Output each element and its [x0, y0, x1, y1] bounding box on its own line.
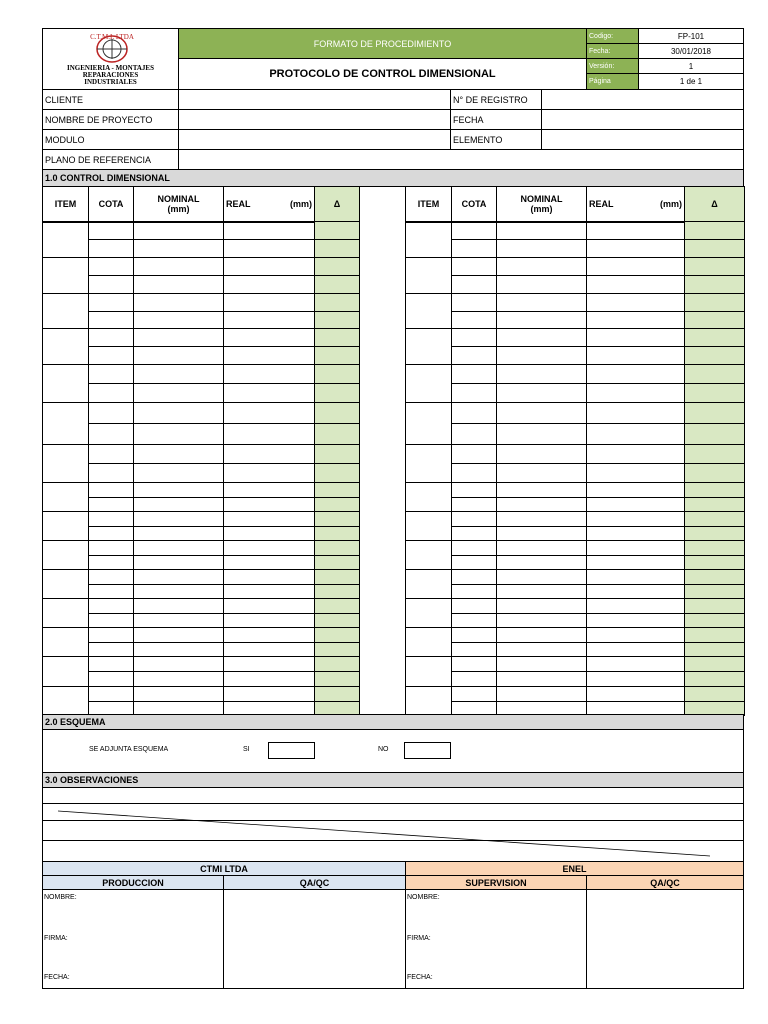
meta-value-version: 1	[638, 58, 744, 74]
real-unit: (mm)	[660, 199, 682, 209]
right-firma-label: FIRMA:	[407, 935, 431, 942]
left-nombre-label: NOMBRE:	[44, 894, 77, 901]
adjunta-label: SE ADJUNTA ESQUEMA	[89, 746, 169, 753]
left-firma-label: FIRMA:	[44, 935, 68, 942]
elemento-label: ELEMENTO	[450, 129, 542, 150]
supervision-header: SUPERVISION	[405, 875, 587, 890]
produccion-header: PRODUCCION	[42, 875, 224, 890]
meta-label-version: Versión:	[586, 58, 639, 74]
section3-title: 3.0 OBSERVACIONES	[42, 772, 744, 788]
nominal-unit: (mm)	[530, 204, 553, 214]
nominal-label: NOMINAL	[520, 194, 563, 204]
meta-label-fecha: Fecha:	[586, 43, 639, 59]
section1-title: 1.0 CONTROL DIMENSIONAL	[42, 169, 744, 187]
svg-text:C.T.M.I. LTDA: C.T.M.I. LTDA	[90, 33, 134, 41]
meta-value-pagina: 1 de 1	[638, 73, 744, 90]
col-item-header-left: ITEM	[42, 186, 89, 222]
company-line3: INDUSTRIALES	[84, 78, 137, 86]
qaqc-left-header: QA/QC	[223, 875, 406, 890]
qaqc-right-header: QA/QC	[586, 875, 744, 890]
qaqc-right-sign-box[interactable]	[586, 889, 744, 989]
col-delta-header-left: Δ	[314, 186, 360, 222]
real-label: REAL	[589, 199, 614, 209]
col-cota-header-left: COTA	[88, 186, 134, 222]
qaqc-left-sign-box[interactable]	[223, 889, 406, 989]
meta-value-fecha: 30/01/2018	[638, 43, 744, 59]
col-delta-header-right: Δ	[684, 186, 745, 222]
ctmi-header: CTMI LTDA	[42, 861, 406, 876]
meta-value-codigo: FP-101	[638, 28, 744, 44]
real-label: REAL	[226, 199, 251, 209]
meta-label-codigo: Codigo:	[586, 28, 639, 44]
doc-title: PROTOCOLO DE CONTROL DIMENSIONAL	[178, 58, 587, 90]
nominal-unit: (mm)	[167, 204, 190, 214]
left-fecha-label: FECHA:	[44, 974, 70, 981]
section2-title: 2.0 ESQUEMA	[42, 714, 744, 730]
si-label: SI	[243, 746, 250, 753]
registro-label: N° DE REGISTRO	[450, 89, 542, 110]
fecha-label: FECHA	[450, 109, 542, 130]
proyecto-label: NOMBRE DE PROYECTO	[42, 109, 179, 130]
cliente-label: CLIENTE	[42, 89, 179, 110]
no-label: NO	[378, 746, 389, 753]
enel-header: ENEL	[405, 861, 744, 876]
col-item-header-right: ITEM	[405, 186, 452, 222]
meta-label-pagina: Página	[586, 73, 639, 90]
col-cota-header-right: COTA	[451, 186, 497, 222]
nominal-label: NOMINAL	[157, 194, 200, 204]
right-fecha-label: FECHA:	[407, 974, 433, 981]
right-nombre-label: NOMBRE:	[407, 894, 440, 901]
company-line2: REPARACIONES	[82, 71, 139, 79]
company-line1: INGENIERIA - MONTAJES	[67, 64, 154, 72]
plano-label: PLANO DE REFERENCIA	[42, 149, 179, 170]
modulo-label: MODULO	[42, 129, 179, 150]
real-unit: (mm)	[290, 199, 312, 209]
format-title: FORMATO DE PROCEDIMIENTO	[178, 28, 587, 59]
